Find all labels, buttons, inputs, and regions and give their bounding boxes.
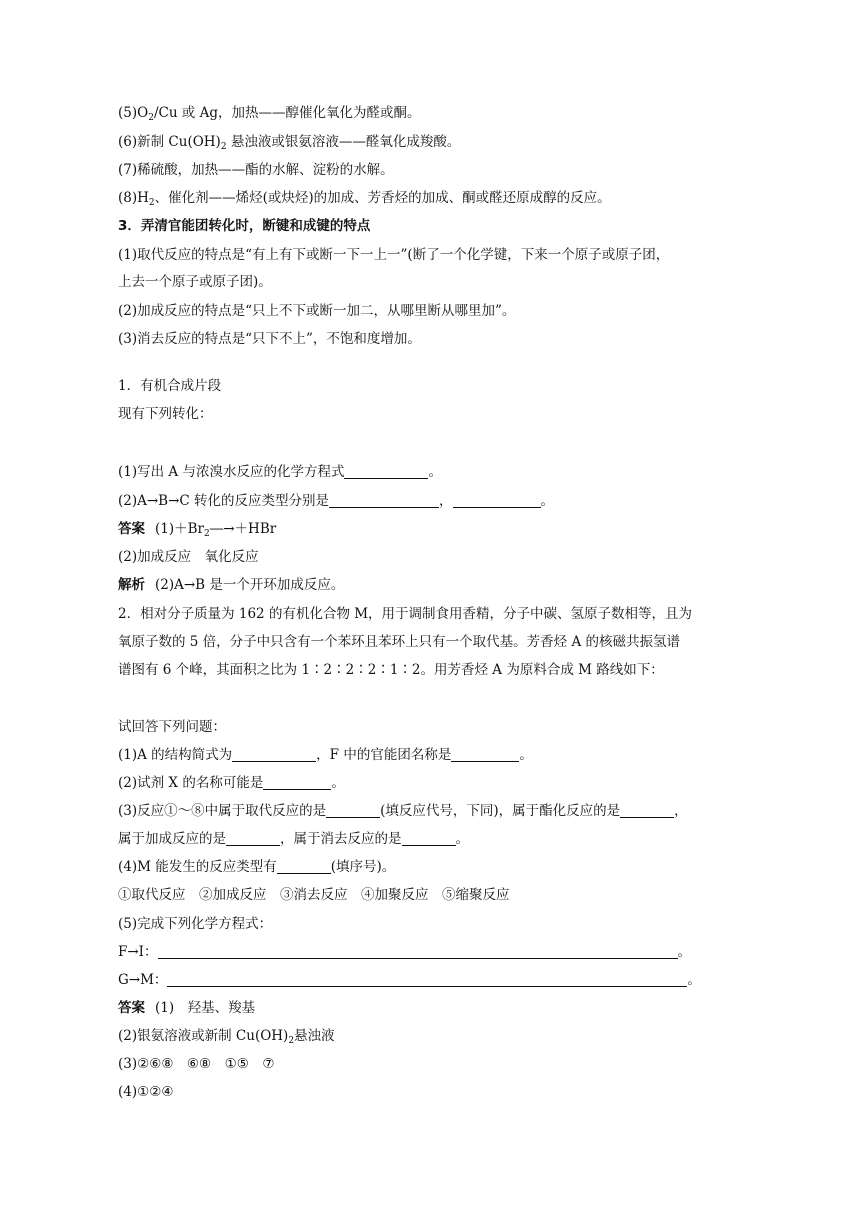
question-1-title: 1．有机合成片段 (118, 378, 222, 394)
question-2-answer-4: (4)①②④ (118, 1084, 174, 1100)
point-3: (3)消去反应的特点是“只下不上”，不饱和度增加。 (118, 331, 421, 347)
answer-blank[interactable] (344, 464, 428, 479)
question-2-answer: 答案 (1) 羟基、羧基 (118, 1000, 256, 1016)
question-2-sub-4-options: ①取代反应 ②加成反应 ③消去反应 ④加聚反应 ⑤缩聚反应 (118, 887, 510, 903)
answer-blank[interactable] (453, 493, 541, 508)
point-1-line-2: 上去一个原子或原子团)。 (118, 274, 272, 290)
question-2-answer-3: (3)②⑥⑧ ⑥⑧ ①⑤ ⑦ (118, 1056, 275, 1072)
question-1-answer-2: (2)加成反应 氧化反应 (118, 549, 259, 565)
answer-blank[interactable] (232, 747, 316, 762)
question-2-sub-4: (4)M 能发生的反应类型有 (填序号)。 (118, 859, 396, 875)
question-1-analysis: 解析 (2)A→B 是一个开环加成反应。 (118, 577, 345, 593)
question-2-prompt: 试回答下列问题： (118, 719, 226, 735)
question-2-stem-line-3: 谱图有 6 个峰，其面积之比为 1∶2∶2∶2∶1∶2。用芳香烃 A 为原料合成 M 路线如下： (118, 662, 664, 678)
question-2-sub-1: (1)A 的结构简式为 ，F 中的官能团名称是 。 (118, 747, 533, 763)
answer-label: 答案 (118, 521, 145, 537)
answer-blank[interactable] (167, 972, 687, 987)
answer-blank[interactable] (326, 803, 380, 818)
answer-blank[interactable] (226, 831, 280, 846)
question-2-stem-line-2: 氧原子数的 5 倍，分子中只含有一个苯环且苯环上只有一个取代基。芳香烃 A 的核磁共振氢谱 (118, 634, 681, 650)
point-2: (2)加成反应的特点是“只上不下或断一加二，从哪里断从哪里加”。 (118, 303, 516, 319)
section-heading-3: 3．弄清官能团转化时，断键和成键的特点 (118, 218, 371, 234)
equation-g-to-m: G→M： 。 (118, 972, 701, 988)
question-1-intro: 现有下列转化： (118, 406, 213, 422)
question-2-stem-line-1: 2．相对分子质量为 162 的有机化合物 M，用于调制食用香精，分子中碳、氢原子数相等，且为 (118, 606, 693, 622)
question-2-answer-2: (2)银氨溶液或新制 $Cu(OH)_2$悬浊液 (118, 1028, 335, 1046)
answer-label: 答案 (118, 1000, 145, 1016)
review-item-6: (6)新制 $Cu(OH)_2$ 悬浊液或银氨溶液——醛氧化成羧酸。 (118, 134, 461, 152)
question-1-sub-1: (1)写出 A 与浓溴水反应的化学方程式 。 (118, 464, 442, 480)
answer-blank[interactable] (263, 775, 331, 790)
answer-blank[interactable] (451, 747, 519, 762)
answer-blank[interactable] (329, 493, 439, 508)
equation-f-to-i: F→I： 。 (118, 944, 692, 960)
review-item-5: $(5)O_2/Cu$ 或 Ag，加热——醇催化氧化为醛或酮。 (118, 105, 421, 123)
answer-blank[interactable] (158, 944, 678, 959)
question-2-sub-3-line-1: (3)反应①～⑧中属于取代反应的是 (填反应代号，下同)，属于酯化反应的是 ， (118, 803, 688, 819)
analysis-label: 解析 (118, 577, 145, 593)
question-1-sub-2: (2)A→B→C 转化的反应类型分别是 ， 。 (118, 493, 555, 509)
answer-blank[interactable] (620, 803, 674, 818)
review-item-8: $(8)H_2$、催化剂——烯烃(或炔烃)的加成、芳香烃的加成、酮或醛还原成醇的反应。 (118, 190, 611, 208)
question-2-sub-2: (2)试剂 X 的名称可能是 。 (118, 775, 345, 791)
question-2-sub-5: (5)完成下列化学方程式： (118, 916, 273, 932)
question-2-sub-3-line-2: 属于加成反应的是 ，属于消去反应的是 。 (118, 831, 469, 847)
answer-blank[interactable] (277, 859, 331, 874)
question-1-answer: 答案 $(1)+Br_2―\to+HBr$ (118, 521, 277, 539)
point-1-line-1: (1)取代反应的特点是“有上有下或断一下一上一”(断了一个化学键，下来一个原子或原子团， (118, 247, 670, 263)
review-item-7: (7)稀硫酸，加热——酯的水解、淀粉的水解。 (118, 162, 394, 178)
answer-blank[interactable] (402, 831, 456, 846)
